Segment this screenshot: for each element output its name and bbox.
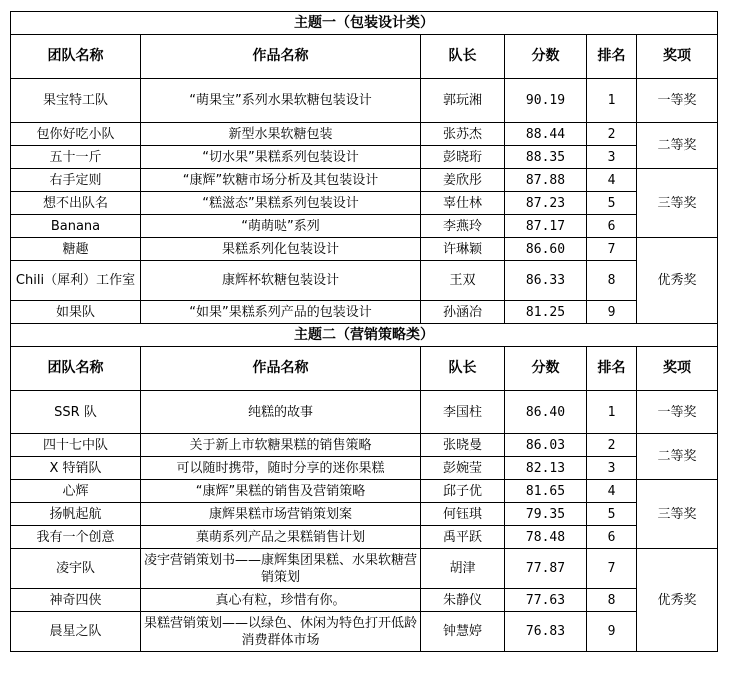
table-row: [11, 192, 718, 215]
section-title: 主题一（包装设计类）: [11, 12, 718, 35]
captain-name: 彭晓珩: [421, 146, 505, 169]
results-table: [10, 11, 718, 652]
column-header-rank: 排名: [587, 35, 637, 79]
team-name: 糖趣: [11, 238, 141, 261]
column-header-team: 团队名称: [11, 347, 141, 391]
column-header-captain: 队长: [421, 347, 505, 391]
rank: 7: [587, 549, 637, 589]
score: 87.88: [505, 169, 587, 192]
team-name: 凌宇队: [11, 549, 141, 589]
table-row: [11, 589, 718, 612]
score: 86.33: [505, 261, 587, 301]
team-name: 如果队: [11, 301, 141, 324]
score: 81.25: [505, 301, 587, 324]
table-row: [11, 549, 718, 589]
score: 90.19: [505, 79, 587, 123]
score: 88.35: [505, 146, 587, 169]
award: 二等奖: [637, 434, 718, 480]
work-title: 果糕营销策划——以绿色、休闲为特色打开低龄消费群体市场: [141, 612, 421, 652]
captain-name: 胡津: [421, 549, 505, 589]
work-title: “切水果”果糕系列包装设计: [141, 146, 421, 169]
rank: 4: [587, 480, 637, 503]
score: 81.65: [505, 480, 587, 503]
captain-name: 李国柱: [421, 391, 505, 434]
rank: 9: [587, 612, 637, 652]
captain-name: 邱子优: [421, 480, 505, 503]
captain-name: 姜欣彤: [421, 169, 505, 192]
award: 三等奖: [637, 480, 718, 549]
captain-name: 钟慧婷: [421, 612, 505, 652]
column-header-team: 团队名称: [11, 35, 141, 79]
column-header-rank: 排名: [587, 347, 637, 391]
team-name: SSR 队: [11, 391, 141, 434]
work-title: 果糕系列化包装设计: [141, 238, 421, 261]
score: 87.23: [505, 192, 587, 215]
work-title: “萌萌哒”系列: [141, 215, 421, 238]
team-name: 五十一斤: [11, 146, 141, 169]
team-name: 心辉: [11, 480, 141, 503]
team-name: X 特销队: [11, 457, 141, 480]
rank: 5: [587, 192, 637, 215]
work-title: “康辉”果糕的销售及营销策略: [141, 480, 421, 503]
section-title: 主题二（营销策略类）: [11, 324, 718, 347]
score: 77.87: [505, 549, 587, 589]
score: 79.35: [505, 503, 587, 526]
score: 76.83: [505, 612, 587, 652]
team-name: 包你好吃小队: [11, 123, 141, 146]
captain-name: 张苏杰: [421, 123, 505, 146]
column-header-work: 作品名称: [141, 347, 421, 391]
table-row: [11, 79, 718, 123]
captain-name: 禹平跃: [421, 526, 505, 549]
score: 78.48: [505, 526, 587, 549]
rank: 3: [587, 457, 637, 480]
score: 87.17: [505, 215, 587, 238]
team-name: 扬帆起航: [11, 503, 141, 526]
table-row: [11, 238, 718, 261]
table-row: [11, 146, 718, 169]
column-header-score: 分数: [505, 35, 587, 79]
table-row: [11, 301, 718, 324]
team-name: Banana: [11, 215, 141, 238]
work-title: 关于新上市软糖果糕的销售策略: [141, 434, 421, 457]
rank: 2: [587, 434, 637, 457]
table-row: [11, 391, 718, 434]
rank: 9: [587, 301, 637, 324]
rank: 1: [587, 391, 637, 434]
table-row: [11, 480, 718, 503]
rank: 6: [587, 526, 637, 549]
captain-name: 彭婉莹: [421, 457, 505, 480]
captain-name: 朱静仪: [421, 589, 505, 612]
rank: 1: [587, 79, 637, 123]
rank: 4: [587, 169, 637, 192]
column-header-award: 奖项: [637, 347, 718, 391]
column-header-award: 奖项: [637, 35, 718, 79]
captain-name: 孙涵冶: [421, 301, 505, 324]
rank: 5: [587, 503, 637, 526]
work-title: 可以随时携带，随时分享的迷你果糕: [141, 457, 421, 480]
team-name: 晨星之队: [11, 612, 141, 652]
rank: 7: [587, 238, 637, 261]
work-title: “糕滋态”果糕系列包装设计: [141, 192, 421, 215]
table-row: [11, 526, 718, 549]
rank: 6: [587, 215, 637, 238]
captain-name: 辜仕林: [421, 192, 505, 215]
rank: 8: [587, 589, 637, 612]
award: 二等奖: [637, 123, 718, 169]
captain-name: 李燕玲: [421, 215, 505, 238]
table-row: [11, 503, 718, 526]
award: 优秀奖: [637, 549, 718, 652]
score: 86.03: [505, 434, 587, 457]
rank: 2: [587, 123, 637, 146]
team-name: 右手定则: [11, 169, 141, 192]
work-title: “如果”果糕系列产品的包装设计: [141, 301, 421, 324]
table-row: [11, 434, 718, 457]
captain-name: 张晓曼: [421, 434, 505, 457]
work-title: 菓萌系列产品之果糕销售计划: [141, 526, 421, 549]
captain-name: 许琳颖: [421, 238, 505, 261]
table-row: [11, 457, 718, 480]
award: 一等奖: [637, 79, 718, 123]
score: 88.44: [505, 123, 587, 146]
score: 77.63: [505, 589, 587, 612]
table-row: [11, 123, 718, 146]
column-header-captain: 队长: [421, 35, 505, 79]
award: 优秀奖: [637, 238, 718, 324]
table-row: [11, 169, 718, 192]
table-row: [11, 261, 718, 301]
award: 三等奖: [637, 169, 718, 238]
rank: 8: [587, 261, 637, 301]
team-name: Chili（犀利）工作室: [11, 261, 141, 301]
score: 86.40: [505, 391, 587, 434]
team-name: 四十七中队: [11, 434, 141, 457]
work-title: 纯糕的故事: [141, 391, 421, 434]
rank: 3: [587, 146, 637, 169]
captain-name: 何钰琪: [421, 503, 505, 526]
column-header-score: 分数: [505, 347, 587, 391]
team-name: 想不出队名: [11, 192, 141, 215]
work-title: 新型水果软糖包装: [141, 123, 421, 146]
work-title: 康辉杯软糖包装设计: [141, 261, 421, 301]
table-row: [11, 215, 718, 238]
team-name: 我有一个创意: [11, 526, 141, 549]
table-row: [11, 612, 718, 652]
team-name: 果宝特工队: [11, 79, 141, 123]
work-title: “康辉”软糖市场分析及其包装设计: [141, 169, 421, 192]
team-name: 神奇四侠: [11, 589, 141, 612]
column-header-work: 作品名称: [141, 35, 421, 79]
captain-name: 王双: [421, 261, 505, 301]
award: 一等奖: [637, 391, 718, 434]
work-title: 康辉果糕市场营销策划案: [141, 503, 421, 526]
captain-name: 郭玩湘: [421, 79, 505, 123]
score: 82.13: [505, 457, 587, 480]
work-title: 凌宇营销策划书——康辉集团果糕、水果软糖营销策划: [141, 549, 421, 589]
score: 86.60: [505, 238, 587, 261]
work-title: “萌果宝”系列水果软糖包装设计: [141, 79, 421, 123]
work-title: 真心有粒，珍惜有你。: [141, 589, 421, 612]
